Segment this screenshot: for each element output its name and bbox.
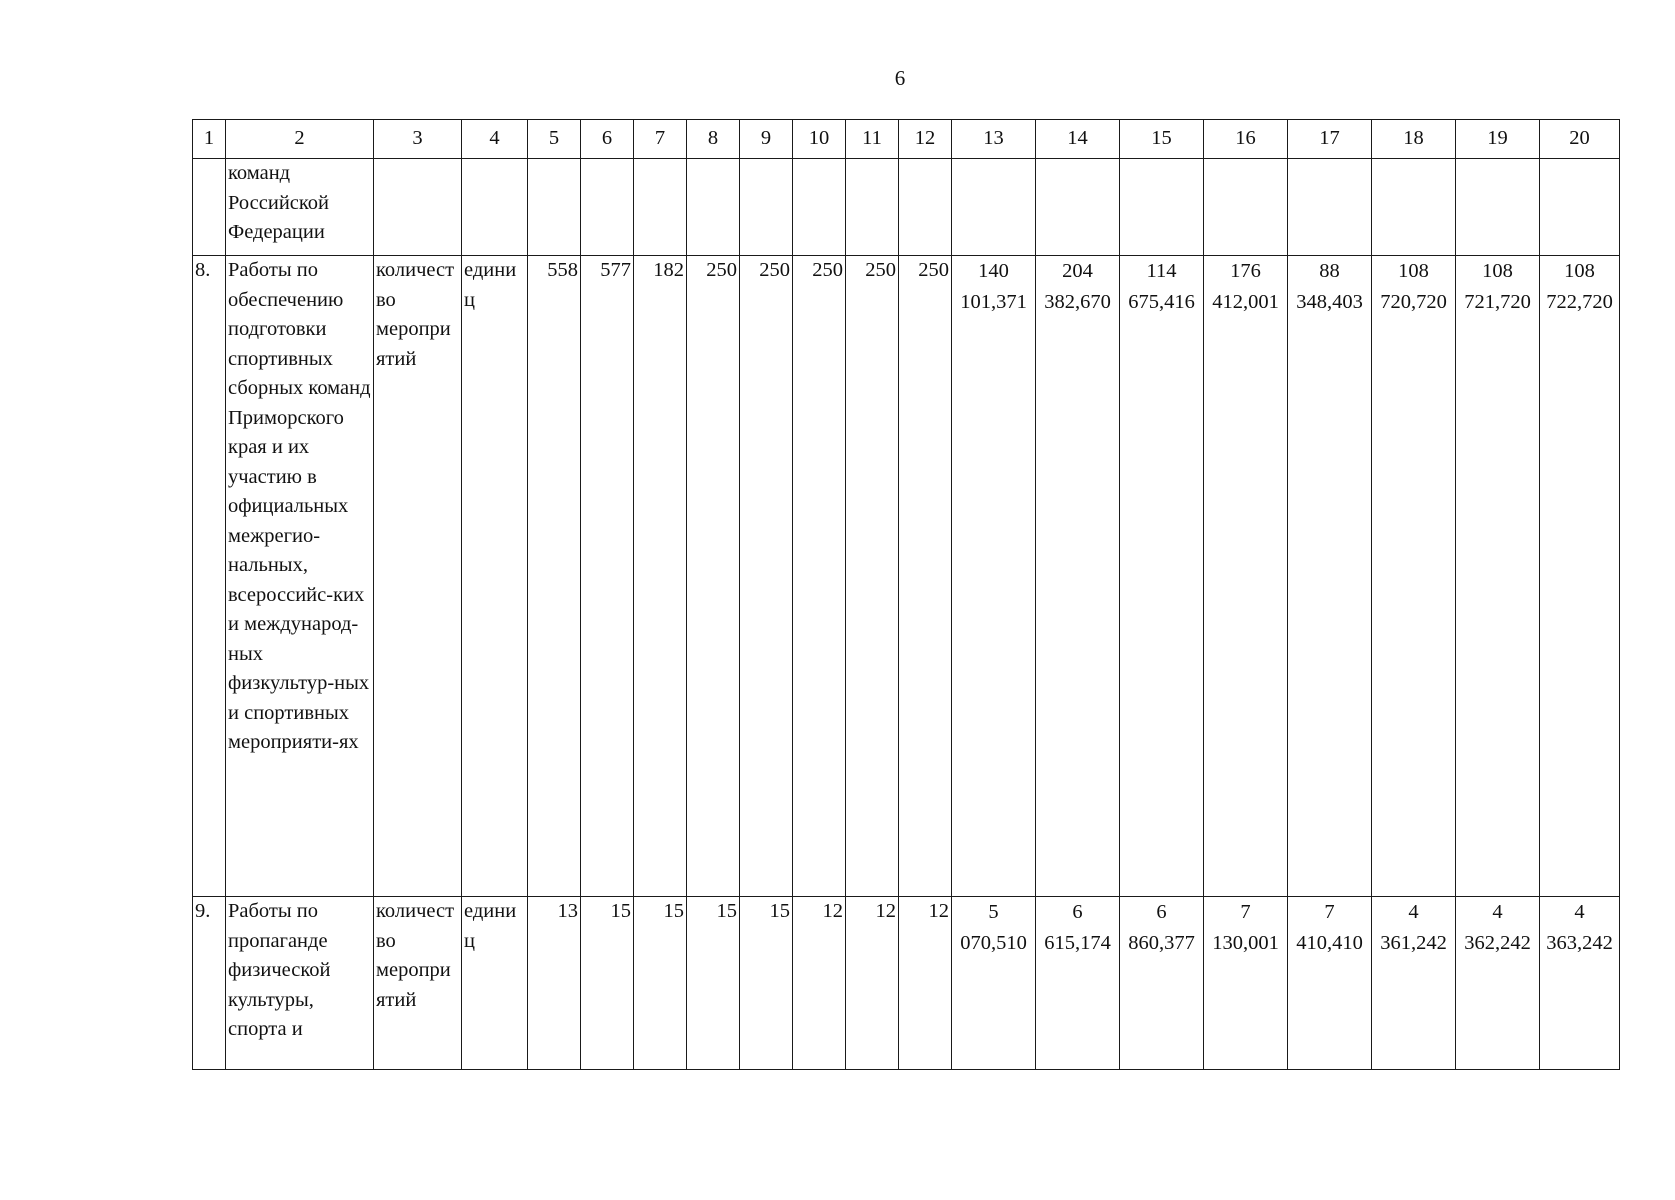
funding-value: 176 412,001	[1204, 256, 1288, 897]
header-cell: 14	[1036, 120, 1120, 159]
indicator-value: 12	[846, 897, 899, 1070]
header-cell: 17	[1288, 120, 1372, 159]
header-cell: 10	[793, 120, 846, 159]
indicator-value	[740, 159, 793, 256]
indicator-value: 250	[740, 256, 793, 897]
funding-value	[1540, 159, 1620, 256]
funding-value	[1456, 159, 1540, 256]
header-cell: 20	[1540, 120, 1620, 159]
funding-value: 4 363,242	[1540, 897, 1620, 1070]
funding-value: 4 362,242	[1456, 897, 1540, 1070]
header-cell: 3	[374, 120, 462, 159]
work-name: команд Российской Федерации	[226, 159, 374, 256]
page-number: 6	[894, 66, 906, 90]
header-cell: 11	[846, 120, 899, 159]
funding-value: 108 720,720	[1372, 256, 1456, 897]
unit	[462, 159, 528, 256]
indicator-value: 15	[740, 897, 793, 1070]
header-cell: 2	[226, 120, 374, 159]
indicator-value: 250	[899, 256, 952, 897]
indicator-value: 250	[793, 256, 846, 897]
indicator-name: количество мероприятий	[374, 897, 462, 1070]
funding-value: 5 070,510	[952, 897, 1036, 1070]
indicator-value: 577	[581, 256, 634, 897]
funding-value: 7 410,410	[1288, 897, 1372, 1070]
work-name: Работы по обеспечению подготовки спортивных сборных команд Приморского края и их участию в официальных межрегио-нальных, всероссийс-ких и международ-ных физкультур-ных и спортивных мероприяти-ях	[226, 256, 374, 897]
unit: единиц	[462, 256, 528, 897]
indicator-value: 12	[793, 897, 846, 1070]
work-name: Работы по пропаганде физической культуры, спорта и	[226, 897, 374, 1070]
indicator-value	[634, 159, 687, 256]
header-cell: 1	[193, 120, 226, 159]
funding-value: 140 101,371	[952, 256, 1036, 897]
funding-value: 204 382,670	[1036, 256, 1120, 897]
indicator-value: 15	[634, 897, 687, 1070]
funding-value	[952, 159, 1036, 256]
indicator-value: 15	[687, 897, 740, 1070]
funding-value: 108 722,720	[1540, 256, 1620, 897]
table-row	[193, 256, 1620, 897]
indicator-value	[846, 159, 899, 256]
header-row	[193, 120, 1620, 159]
indicator-value	[581, 159, 634, 256]
indicator-value	[899, 159, 952, 256]
header-cell: 8	[687, 120, 740, 159]
row-index	[193, 159, 226, 256]
funding-value	[1288, 159, 1372, 256]
table-row	[193, 159, 1620, 256]
funding-value: 4 361,242	[1372, 897, 1456, 1070]
header-cell: 18	[1372, 120, 1456, 159]
funding-value	[1120, 159, 1204, 256]
funding-value	[1204, 159, 1288, 256]
indicator-name: количество мероприятий	[374, 256, 462, 897]
header-cell: 13	[952, 120, 1036, 159]
funding-value: 108 721,720	[1456, 256, 1540, 897]
indicator-value: 182	[634, 256, 687, 897]
indicator-value: 250	[687, 256, 740, 897]
funding-value: 88 348,403	[1288, 256, 1372, 897]
funding-value	[1372, 159, 1456, 256]
funding-value: 114 675,416	[1120, 256, 1204, 897]
indicator-value	[687, 159, 740, 256]
funding-value: 7 130,001	[1204, 897, 1288, 1070]
funding-value	[1036, 159, 1120, 256]
indicator-value: 250	[846, 256, 899, 897]
header-cell: 6	[581, 120, 634, 159]
row-index: 8.	[193, 256, 226, 897]
indicator-value	[793, 159, 846, 256]
funding-value: 6 615,174	[1036, 897, 1120, 1070]
funding-value: 6 860,377	[1120, 897, 1204, 1070]
header-cell: 12	[899, 120, 952, 159]
header-cell: 16	[1204, 120, 1288, 159]
header-cell: 19	[1456, 120, 1540, 159]
unit: единиц	[462, 897, 528, 1070]
indicator-value: 558	[528, 256, 581, 897]
row-index: 9.	[193, 897, 226, 1070]
header-cell: 9	[740, 120, 793, 159]
budget-table	[192, 119, 1620, 1070]
header-cell: 4	[462, 120, 528, 159]
indicator-value: 15	[581, 897, 634, 1070]
header-cell: 15	[1120, 120, 1204, 159]
table-row	[193, 897, 1620, 1070]
indicator-value: 12	[899, 897, 952, 1070]
header-cell: 7	[634, 120, 687, 159]
indicator-value: 13	[528, 897, 581, 1070]
indicator-name	[374, 159, 462, 256]
header-cell: 5	[528, 120, 581, 159]
indicator-value	[528, 159, 581, 256]
